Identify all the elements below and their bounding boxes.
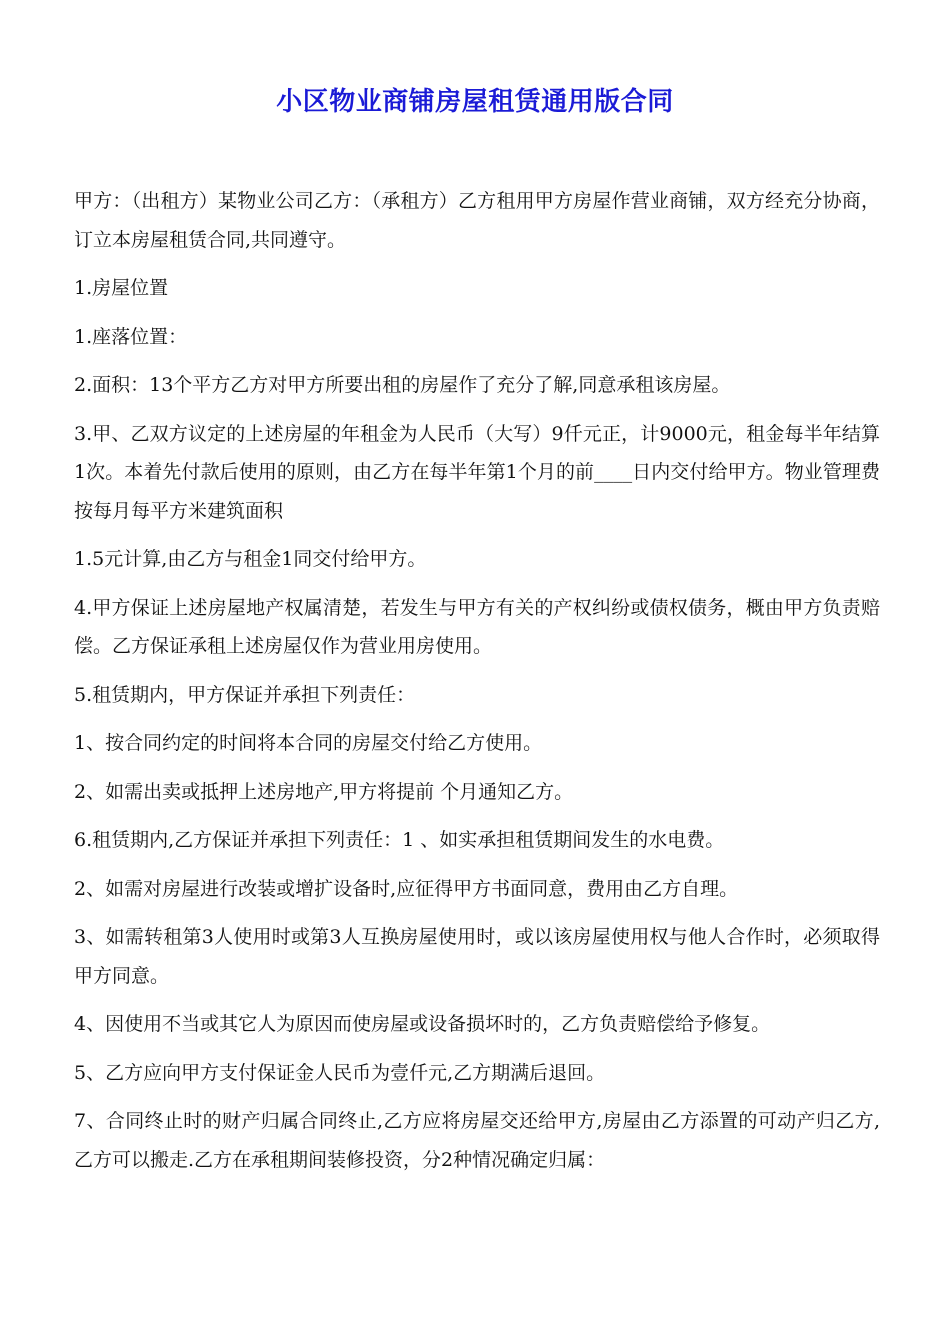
paragraph-tenant-duty-5: 5、乙方应向甲方支付保证金人民币为壹仟元,乙方期满后退回。 [74, 1061, 606, 1084]
document-body [74, 182, 880, 1189]
paragraph-management-fee: 1.5元计算,由乙方与租金1同交付给甲方。 [74, 548, 427, 570]
paragraph-ownership-guarantee: 4.甲方保证上述房屋地产权属清楚，若发生与甲方有关的产权纠纷或债权债务，概由甲方负责赔偿。乙方保证承租上述房屋仅作为营业用房使用。 [74, 596, 880, 657]
paragraph-tenant-duty-3: 3、如需转租第3人使用时或第3人互换房屋使用时，或以该房屋使用权与他人合作时，必须取得甲方同意。 [74, 926, 880, 987]
paragraph-tenant-duties: 6.租赁期内,乙方保证并承担下列责任：1 、如实承担租赁期间发生的水电费。 [74, 829, 725, 851]
paragraph-termination: 7、合同终止时的财产归属合同终止,乙方应将房屋交还给甲方,房屋由乙方添置的可动产归乙方,乙方可以搬走.乙方在承租期间装修投资，分2种情况确定归属： [74, 1110, 880, 1171]
paragraph-parties: 甲方：（出租方）某物业公司乙方：（承租方）乙方租用甲方房屋作营业商铺，双方经充分协商，订立本房屋租赁合同,共同遵守。 [74, 190, 880, 251]
paragraph-landlord-duties-heading: 5.租赁期内，甲方保证并承担下列责任： [74, 683, 416, 706]
paragraph-landlord-duty-1: 1、按合同约定的时间将本合同的房屋交付给乙方使用。 [74, 732, 543, 754]
paragraph-area: 2.面积：13个平方乙方对甲方所要出租的房屋作了充分了解,同意承租该房屋。 [74, 374, 731, 396]
paragraph-tenant-duty-2: 2、如需对房屋进行改装或增扩设备时,应征得甲方书面同意，费用由乙方自理。 [74, 877, 739, 900]
paragraph-landlord-duty-2: 2、如需出卖或抵押上述房地产,甲方将提前 个月通知乙方。 [74, 780, 574, 803]
document-title: 小区物业商铺房屋租赁通用版合同 [276, 87, 674, 117]
paragraph-rent: 3.甲、乙双方议定的上述房屋的年租金为人民币（大写）9仟元正，计9000元，租金每半年结算1次。本着先付款后使用的原则，由乙方在每半年第1个月的前____日内交付给甲方。物业管理费按每月每平方米建筑面积 [74, 422, 880, 522]
paragraph-section-1-heading: 1.房屋位置 [74, 277, 169, 299]
paragraph-tenant-duty-4: 4、因使用不当或其它人为原因而使房屋或设备损坏时的，乙方负责赔偿给予修复。 [74, 1013, 771, 1035]
paragraph-location: 1.座落位置： [74, 325, 188, 348]
